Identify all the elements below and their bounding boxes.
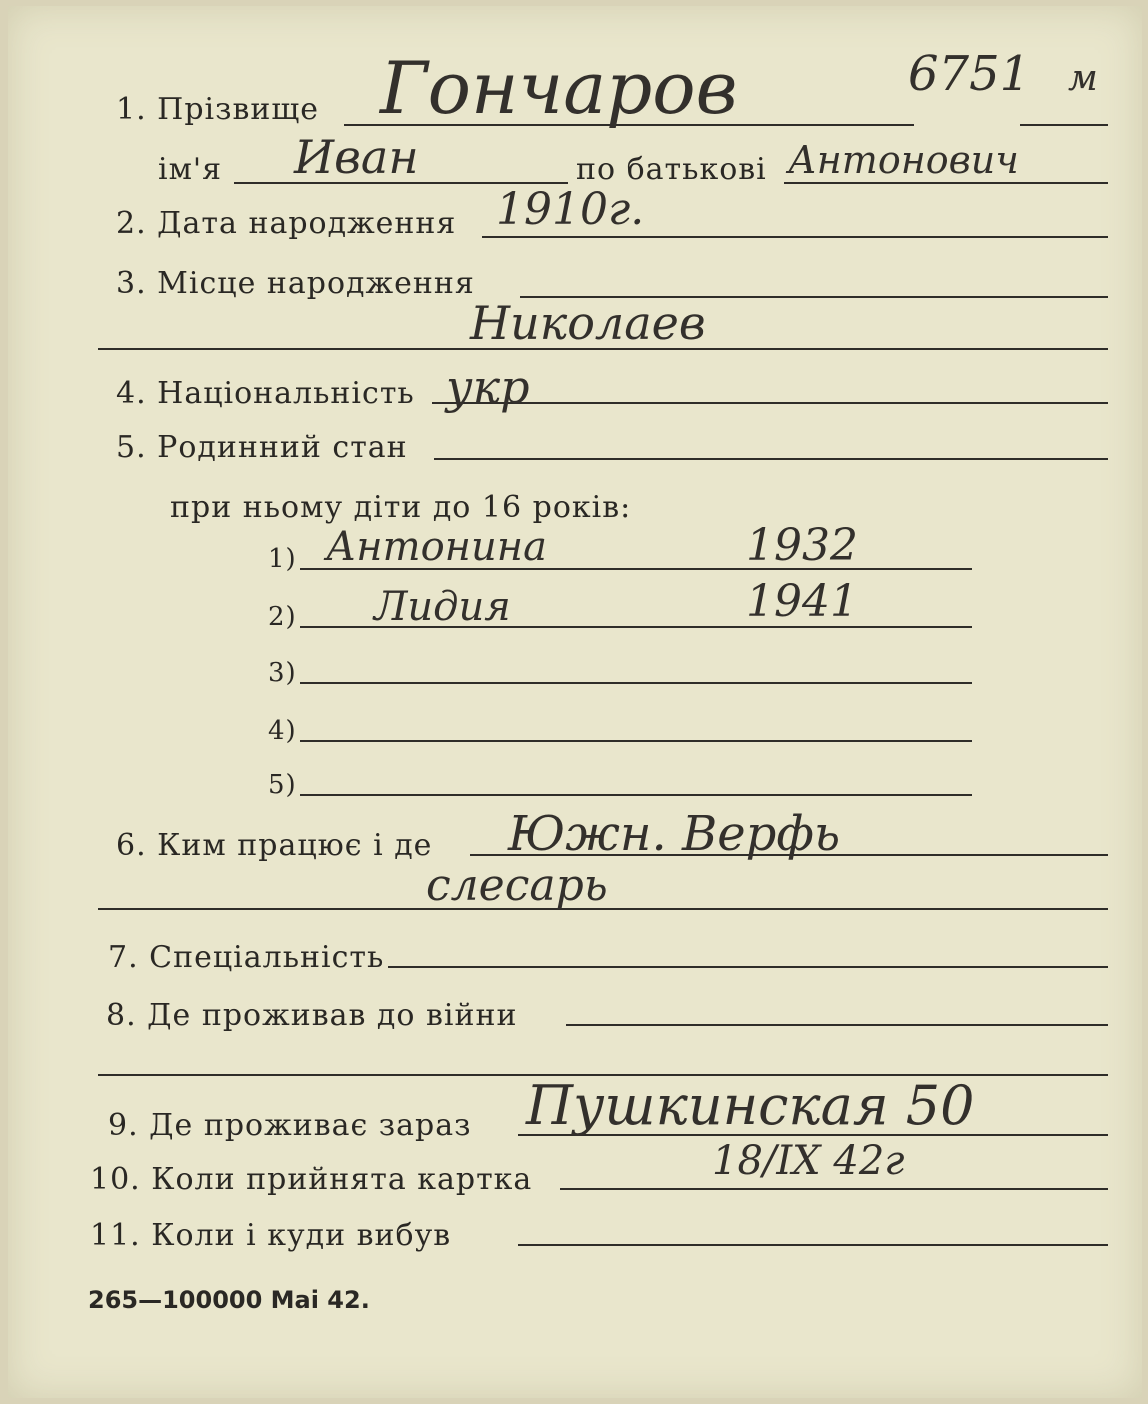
specialty-line <box>388 966 1108 968</box>
specialty-label: 7. Спеціальність <box>108 940 385 975</box>
nationality-label: 4. Національність <box>116 376 415 411</box>
surname-label: 1. Прізвище <box>116 92 320 127</box>
children-heading: при ньому діти до 16 років: <box>170 490 632 525</box>
patronymic-label: по батькові <box>576 152 767 187</box>
birth-date-line <box>482 236 1108 238</box>
birth-date-value: 1910г. <box>496 184 645 235</box>
child-1-year: 1932 <box>746 520 858 571</box>
print-code: 265—100000 Mai 42. <box>88 1286 370 1314</box>
child-4-line <box>300 740 972 742</box>
child-1-name: Антонина <box>326 524 547 570</box>
departed-label: 11. Коли і куди вибув <box>90 1218 452 1253</box>
child-1-number: 1) <box>268 544 297 574</box>
nationality-value: укр <box>446 360 530 414</box>
work-value-2: слесарь <box>426 860 608 911</box>
patronymic-value: Антонович <box>788 138 1019 182</box>
prewar-residence-line <box>566 1024 1108 1026</box>
child-5-number: 5) <box>268 770 297 800</box>
birth-date-label: 2. Дата народження <box>116 206 457 241</box>
child-2-year: 1941 <box>746 576 858 627</box>
surname-number-line <box>1020 124 1108 126</box>
first-name-label: ім'я <box>158 152 223 187</box>
marital-status-label: 5. Родинний стан <box>116 430 408 465</box>
child-2-name: Лидия <box>374 584 511 630</box>
work-label: 6. Ким працює і де <box>116 828 433 863</box>
child-2-number: 2) <box>268 602 297 632</box>
card-accepted-label: 10. Коли прийнята картка <box>90 1162 533 1197</box>
departed-line <box>518 1244 1108 1246</box>
card-accepted-line <box>560 1188 1108 1190</box>
child-3-line <box>300 682 972 684</box>
first-name-value: Иван <box>294 130 419 184</box>
birth-place-value: Николаев <box>470 296 706 350</box>
registration-card <box>8 6 1142 1398</box>
prewar-residence-label: 8. Де проживав до війни <box>106 998 518 1033</box>
child-3-number: 3) <box>268 658 297 688</box>
current-residence-label: 9. Де проживає зараз <box>108 1108 472 1143</box>
surname-value: Гончаров <box>380 46 738 130</box>
current-residence-value: Пушкинская 50 <box>526 1074 975 1137</box>
card-number: 6751 <box>908 46 1031 102</box>
work-value: Южн. Верфь <box>508 806 841 862</box>
child-4-number: 4) <box>268 716 297 746</box>
child-5-line <box>300 794 972 796</box>
card-accepted-value: 18/IX 42г <box>712 1138 905 1184</box>
nationality-line <box>432 402 1108 404</box>
patronymic-line <box>784 182 1108 184</box>
marital-status-line <box>434 458 1108 460</box>
birth-place-label: 3. Місце народження <box>116 266 475 301</box>
card-number-note: м <box>1068 58 1098 99</box>
